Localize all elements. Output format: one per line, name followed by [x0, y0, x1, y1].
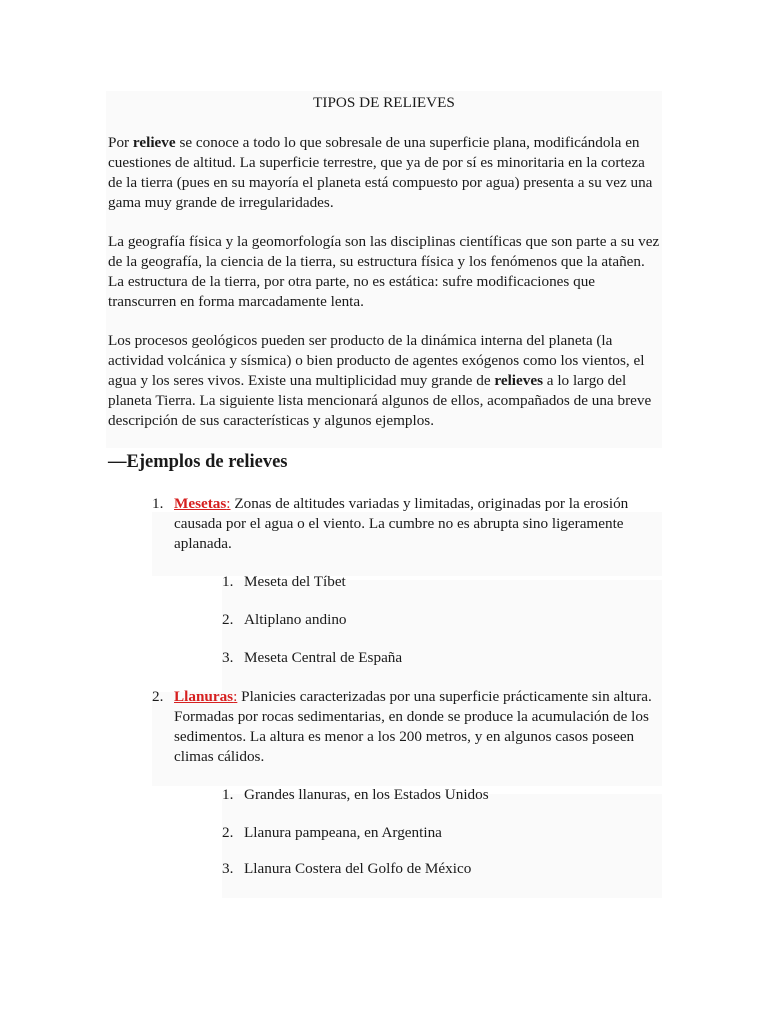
paragraph-geography: La geografía física y la geomorfología son las disciplinas científicas que son parte a su vez de la geografía, la ciencia de la tierra, su estructura física y los fenómenos que la atañen. La estructura de la tierra, por otra parte, no es estática: sufre modificaciones que transcurren en forma marcadamente lenta.	[108, 233, 660, 310]
list-item	[108, 785, 660, 805]
example-text: Grandes llanuras, en los Estados Unidos	[244, 786, 489, 803]
examples-list-mesetas	[108, 572, 660, 668]
list-number: 3.	[222, 649, 234, 666]
term-description: Zonas de altitudes variadas y limitadas, originadas por la erosión causada por el agua o el viento. La cumbre no es abrupta sino ligeramente aplanada.	[174, 495, 629, 552]
list-item-mesetas	[108, 494, 660, 554]
paragraph-intro-start: Por	[108, 134, 133, 151]
list-number: 2.	[152, 688, 164, 705]
list-item	[108, 610, 660, 630]
list-number: 2.	[222, 824, 234, 841]
list-number: 1.	[152, 495, 164, 512]
paragraph-processes-rest: a lo largo del planeta Tierra. La siguiente lista mencionará algunos de ellos, acompañados de una breve descripción de sus características y algunos ejemplos.	[108, 372, 652, 429]
section-heading: —Ejemplos de relieves	[108, 452, 288, 472]
document-title: TIPOS DE RELIEVES	[313, 94, 455, 111]
list-item	[108, 572, 660, 592]
list-item-llanuras	[108, 687, 660, 767]
paragraph-processes	[108, 331, 660, 431]
list-number: 3.	[222, 860, 234, 877]
paragraph-intro	[108, 133, 660, 213]
term-link-llanuras[interactable]: Llanuras	[174, 688, 234, 705]
paragraph-processes-start: Los procesos geológicos pueden ser producto de la dinámica interna del planeta (la actividad volcánica y sísmica) o bien producto de agentes exógenos como los vientos, el agua y los seres vivos. Existe una multiplicidad muy grande de	[108, 332, 645, 389]
list-item	[108, 859, 660, 879]
example-text: Meseta Central de España	[244, 649, 403, 666]
list-item	[108, 648, 660, 668]
example-text: Llanura pampeana, en Argentina	[244, 824, 442, 841]
term-link-mesetas[interactable]: Mesetas	[174, 495, 227, 512]
term-colon: :	[226, 495, 231, 512]
examples-list-llanuras	[108, 785, 660, 879]
list-number: 1.	[222, 786, 234, 803]
document-content	[108, 93, 660, 879]
list-number: 2.	[222, 611, 234, 628]
term-colon: :	[233, 688, 238, 705]
example-text: Meseta del Tíbet	[244, 573, 346, 590]
term-description: Planicies caracterizadas por una superficie prácticamente sin altura. Formadas por rocas sedimentarias, en donde se produce la acumulación de los sedimentos. La altura es menor a los 200 metros, y en algunos casos poseen climas cálidos.	[174, 688, 652, 765]
example-text: Altiplano andino	[244, 611, 347, 628]
paragraph-processes-bold: relieves	[494, 372, 543, 389]
paragraph-intro-rest: se conoce a todo lo que sobresale de una superficie plana, modificándola en cuestiones de altitud. La superficie terrestre, que ya de por sí es minoritaria en la corteza de la tierra (pues en su mayoría el planeta está compuesto por agua) presenta a su vez una gama muy grande de irregularidades.	[108, 134, 653, 211]
list-item	[108, 823, 660, 843]
list-number: 1.	[222, 573, 234, 590]
paragraph-intro-bold: relieve	[132, 134, 176, 151]
example-text: Llanura Costera del Golfo de México	[244, 860, 472, 877]
